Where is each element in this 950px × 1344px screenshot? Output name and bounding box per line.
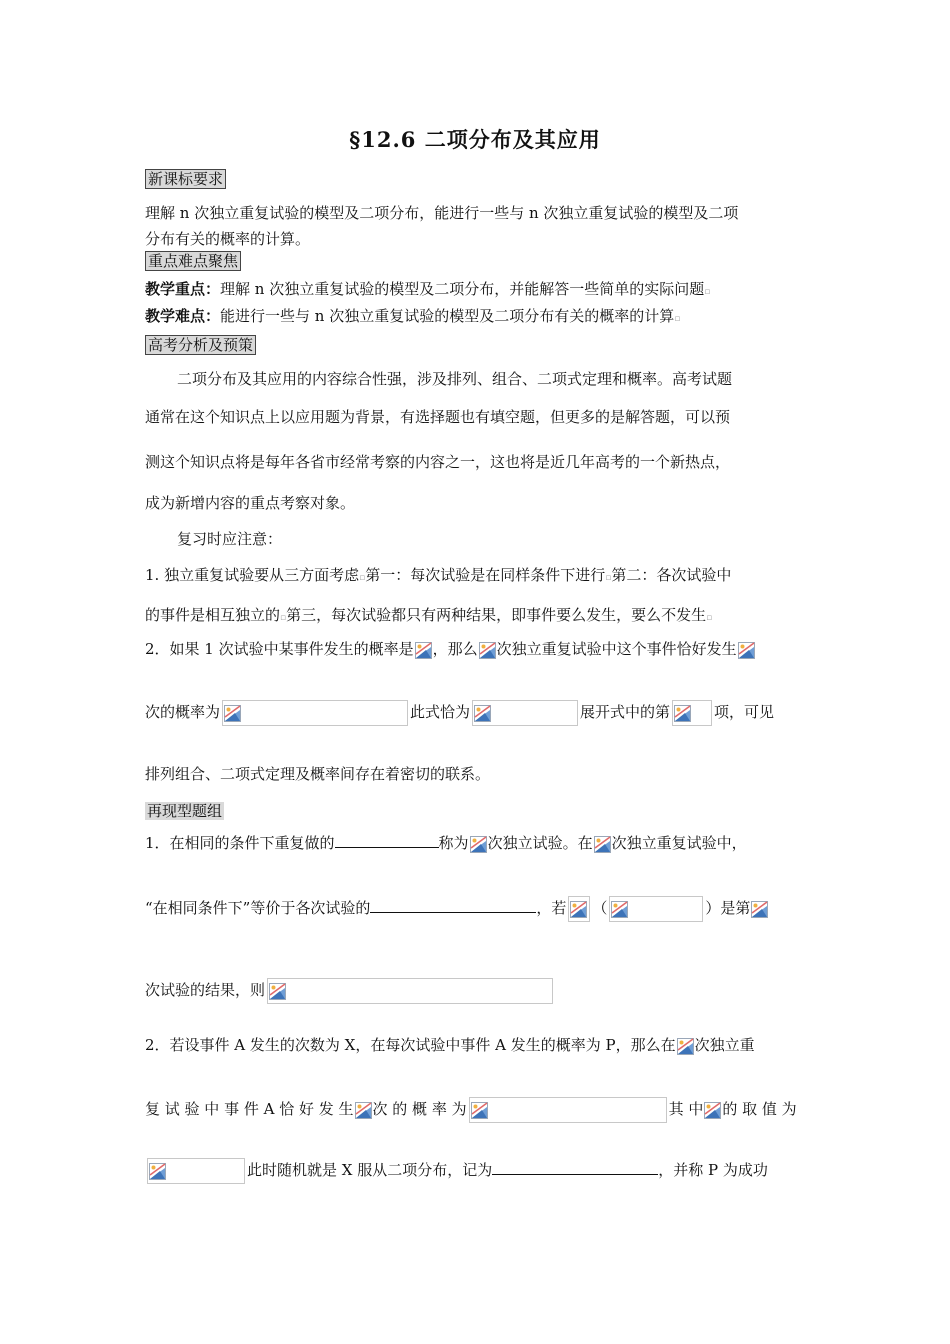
analysis-paragraph-line-2: 通常在这个知识点上以应用题为背景，有选择题也有填空题，但更多的是解答题，可以预 xyxy=(145,408,731,426)
formula-image-frame xyxy=(469,1097,667,1123)
answer-blank[interactable] xyxy=(492,1160,658,1175)
formula-image-frame xyxy=(222,700,408,726)
section-heading-exam-analysis: 高考分析及预策 xyxy=(145,334,256,355)
broken-image-icon xyxy=(594,836,611,853)
teaching-key-label: 教学重点： xyxy=(145,280,221,298)
review-item-2-line-1: 2．如果 1 次试验中某事件发生的概率是 ，那么 次独立重复试验中这个事件恰好发生 xyxy=(145,638,756,659)
broken-image-icon xyxy=(474,705,491,722)
question-2-line-2: 复 试 验 中 事 件 A 恰 好 发 生 次 的 概 率 为 其 中 的 取 值 为 xyxy=(145,1097,797,1123)
broken-image-icon xyxy=(479,642,496,659)
formula-image-frame xyxy=(568,896,590,922)
question-1-line-2: “在相同条件下”等价于各次试验的 ，若 （ ）是第 xyxy=(145,896,769,922)
formula-image-frame xyxy=(267,978,553,1004)
broken-image-icon xyxy=(570,901,587,918)
section-heading-exercises: 再现型题组 xyxy=(147,802,223,820)
broken-image-icon xyxy=(704,1102,721,1119)
broken-image-icon xyxy=(611,901,628,918)
formula-image-frame xyxy=(147,1158,245,1184)
broken-image-icon xyxy=(269,983,286,1000)
question-1-line-3: 次试验的结果，则 xyxy=(145,978,555,1004)
teaching-key-line: 教学重点：理解 n 次独立重复试验的模型及二项分布，并能解答一些简单的实际问题▫ xyxy=(145,280,711,298)
analysis-paragraph-line-1: 二项分布及其应用的内容综合性强，涉及排列、组合、二项式定理和概率。高考试题 xyxy=(177,370,733,388)
question-1-line-1: 1．在相同的条件下重复做的 称为 次独立试验。在 次独立重复试验中， xyxy=(145,834,747,852)
requirements-line-1: 理解 n 次独立重复试验的模型及二项分布，能进行一些与 n 次独立重复试验的模型及二项 xyxy=(145,204,739,222)
review-item-1-line-1: 1. 独立重复试验要从三方面考虑▫第一：每次试验是在同样条件下进行▫第二：各次试验中 xyxy=(145,566,732,584)
broken-image-icon xyxy=(149,1163,166,1180)
broken-image-icon xyxy=(470,836,487,853)
teaching-difficulty-text: 能进行一些与 n 次独立重复试验的模型及二项分布有关的概率的计算 xyxy=(220,307,675,325)
broken-image-icon xyxy=(355,1102,372,1119)
teaching-difficulty-line: 教学难点：能进行一些与 n 次独立重复试验的模型及二项分布有关的概率的计算▫ xyxy=(145,307,681,325)
page-title: §12.6 二项分布及其应用 xyxy=(349,127,601,152)
question-2-line-3: 此时随机就是 X 服从二项分布，记为 ，并称 P 为成功 xyxy=(145,1158,768,1184)
teaching-key-text: 理解 n 次独立重复试验的模型及二项分布，并能解答一些简单的实际问题 xyxy=(220,280,705,298)
broken-image-icon xyxy=(677,1038,694,1055)
formula-image-frame xyxy=(609,896,703,922)
analysis-paragraph-line-3: 测这个知识点将是每年各省市经常考察的内容之一，这也将是近几年高考的一个新热点， xyxy=(145,453,731,471)
review-item-2-line-3: 排列组合、二项式定理及概率间存在着密切的联系。 xyxy=(145,765,491,783)
formula-image-frame xyxy=(672,700,712,726)
broken-image-icon xyxy=(738,642,755,659)
review-item-1-line-2: 的事件是相互独立的▫第三，每次试验都只有两种结果，即事件要么发生，要么不发生▫ xyxy=(145,606,713,624)
review-item-2-line-2: 次的概率为 此式恰为 展开式中的第 项，可见 xyxy=(145,700,774,726)
broken-image-icon xyxy=(674,705,691,722)
formula-image-frame xyxy=(472,700,578,726)
section-heading-key-points: 重点难点聚焦 xyxy=(145,250,241,271)
broken-image-icon xyxy=(415,642,432,659)
analysis-paragraph-line-4: 成为新增内容的重点考察对象。 xyxy=(145,494,356,512)
section-heading-requirements: 新课标要求 xyxy=(145,168,226,189)
teaching-difficulty-label: 教学难点： xyxy=(145,307,221,325)
broken-image-icon xyxy=(224,705,241,722)
question-2-line-1: 2．若设事件 A 发生的次数为 X，在每次试验中事件 A 发生的概率为 P，那么在 次独立重 xyxy=(145,1036,755,1054)
answer-blank[interactable] xyxy=(335,833,439,848)
answer-blank[interactable] xyxy=(370,898,536,913)
broken-image-icon xyxy=(471,1102,488,1119)
broken-image-icon xyxy=(751,901,768,918)
review-note: 复习时应注意： xyxy=(177,530,283,548)
requirements-line-2: 分布有关的概率的计算。 xyxy=(145,230,311,248)
